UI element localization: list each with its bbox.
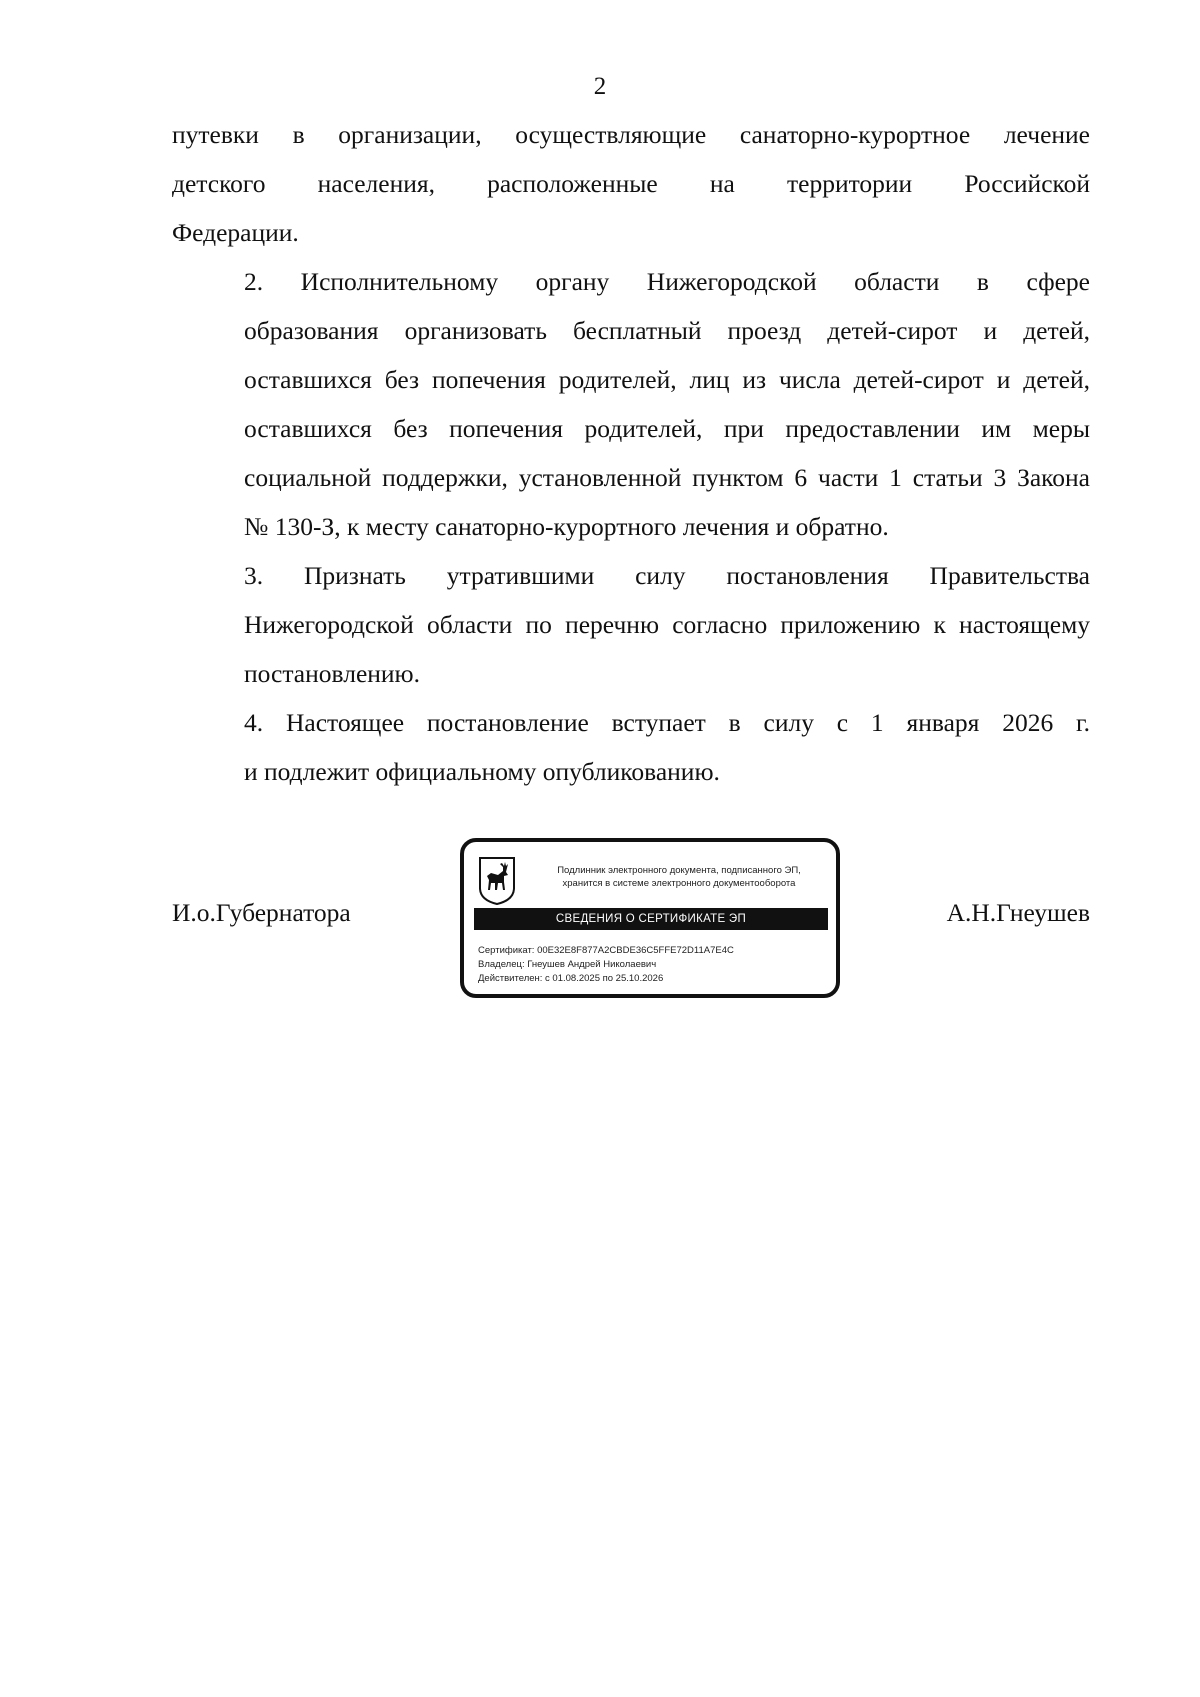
electronic-signature-stamp [460, 838, 840, 998]
stamp-note-line: Подлинник электронного документа, подписанного ЭП, [557, 865, 801, 876]
text-line: детского населения, расположенные на территории Российской [172, 169, 1090, 198]
certificate-details [478, 944, 734, 986]
text-line: социальной поддержки, установленной пунктом 6 части 1 статьи 3 Закона [244, 463, 1090, 492]
text-line: постановлению. [244, 659, 420, 688]
page-number: 2 [593, 73, 607, 100]
signatory-name: А.Н.Гнеушев [946, 898, 1090, 927]
nizhny-novgorod-deer-emblem-icon [478, 856, 516, 906]
text-line: 2. Исполнительному органу Нижегородской области в сфере [244, 267, 1090, 296]
paragraph-item-2 [172, 257, 1090, 551]
stamp-note [534, 864, 824, 890]
text-line: 3. Признать утратившими силу постановления Правительства [244, 561, 1090, 590]
stamp-note-line: хранится в системе электронного документооборота [562, 878, 796, 889]
text-line: оставшихся без попечения родителей, лиц из числа детей-сирот и детей, [244, 365, 1090, 394]
signatory-title: И.о.Губернатора [172, 898, 351, 927]
certificate-number: Сертификат: 00E32E8F877A2CBDE36C5FFE72D11A7E4C [478, 945, 734, 956]
text-line: и подлежит официальному опубликованию. [244, 757, 720, 786]
text-line: путевки в организации, осуществляющие санаторно-курортное лечение [172, 120, 1090, 149]
document-body [172, 110, 1090, 796]
certificate-validity: Действителен: с 01.08.2025 по 25.10.2026 [478, 973, 664, 984]
text-line: оставшихся без попечения родителей, при предоставлении им меры [244, 414, 1090, 443]
text-line: Нижегородской области по перечню согласно приложению к настоящему [244, 610, 1090, 639]
paragraph-continuation [172, 110, 1090, 257]
text-line: Федерации. [172, 218, 299, 247]
text-line: 4. Настоящее постановление вступает в силу с 1 января 2026 г. [244, 708, 1090, 737]
paragraph-item-3 [172, 551, 1090, 698]
paragraph-item-4 [172, 698, 1090, 796]
text-line: образования организовать бесплатный проезд детей-сирот и детей, [244, 316, 1090, 345]
text-line: № 130-З, к месту санаторно-курортного лечения и обратно. [244, 512, 889, 541]
signature-block [0, 838, 1200, 1008]
stamp-header: СВЕДЕНИЯ О СЕРТИФИКАТЕ ЭП [474, 908, 828, 930]
certificate-owner: Владелец: Гнеушев Андрей Николаевич [478, 959, 657, 970]
